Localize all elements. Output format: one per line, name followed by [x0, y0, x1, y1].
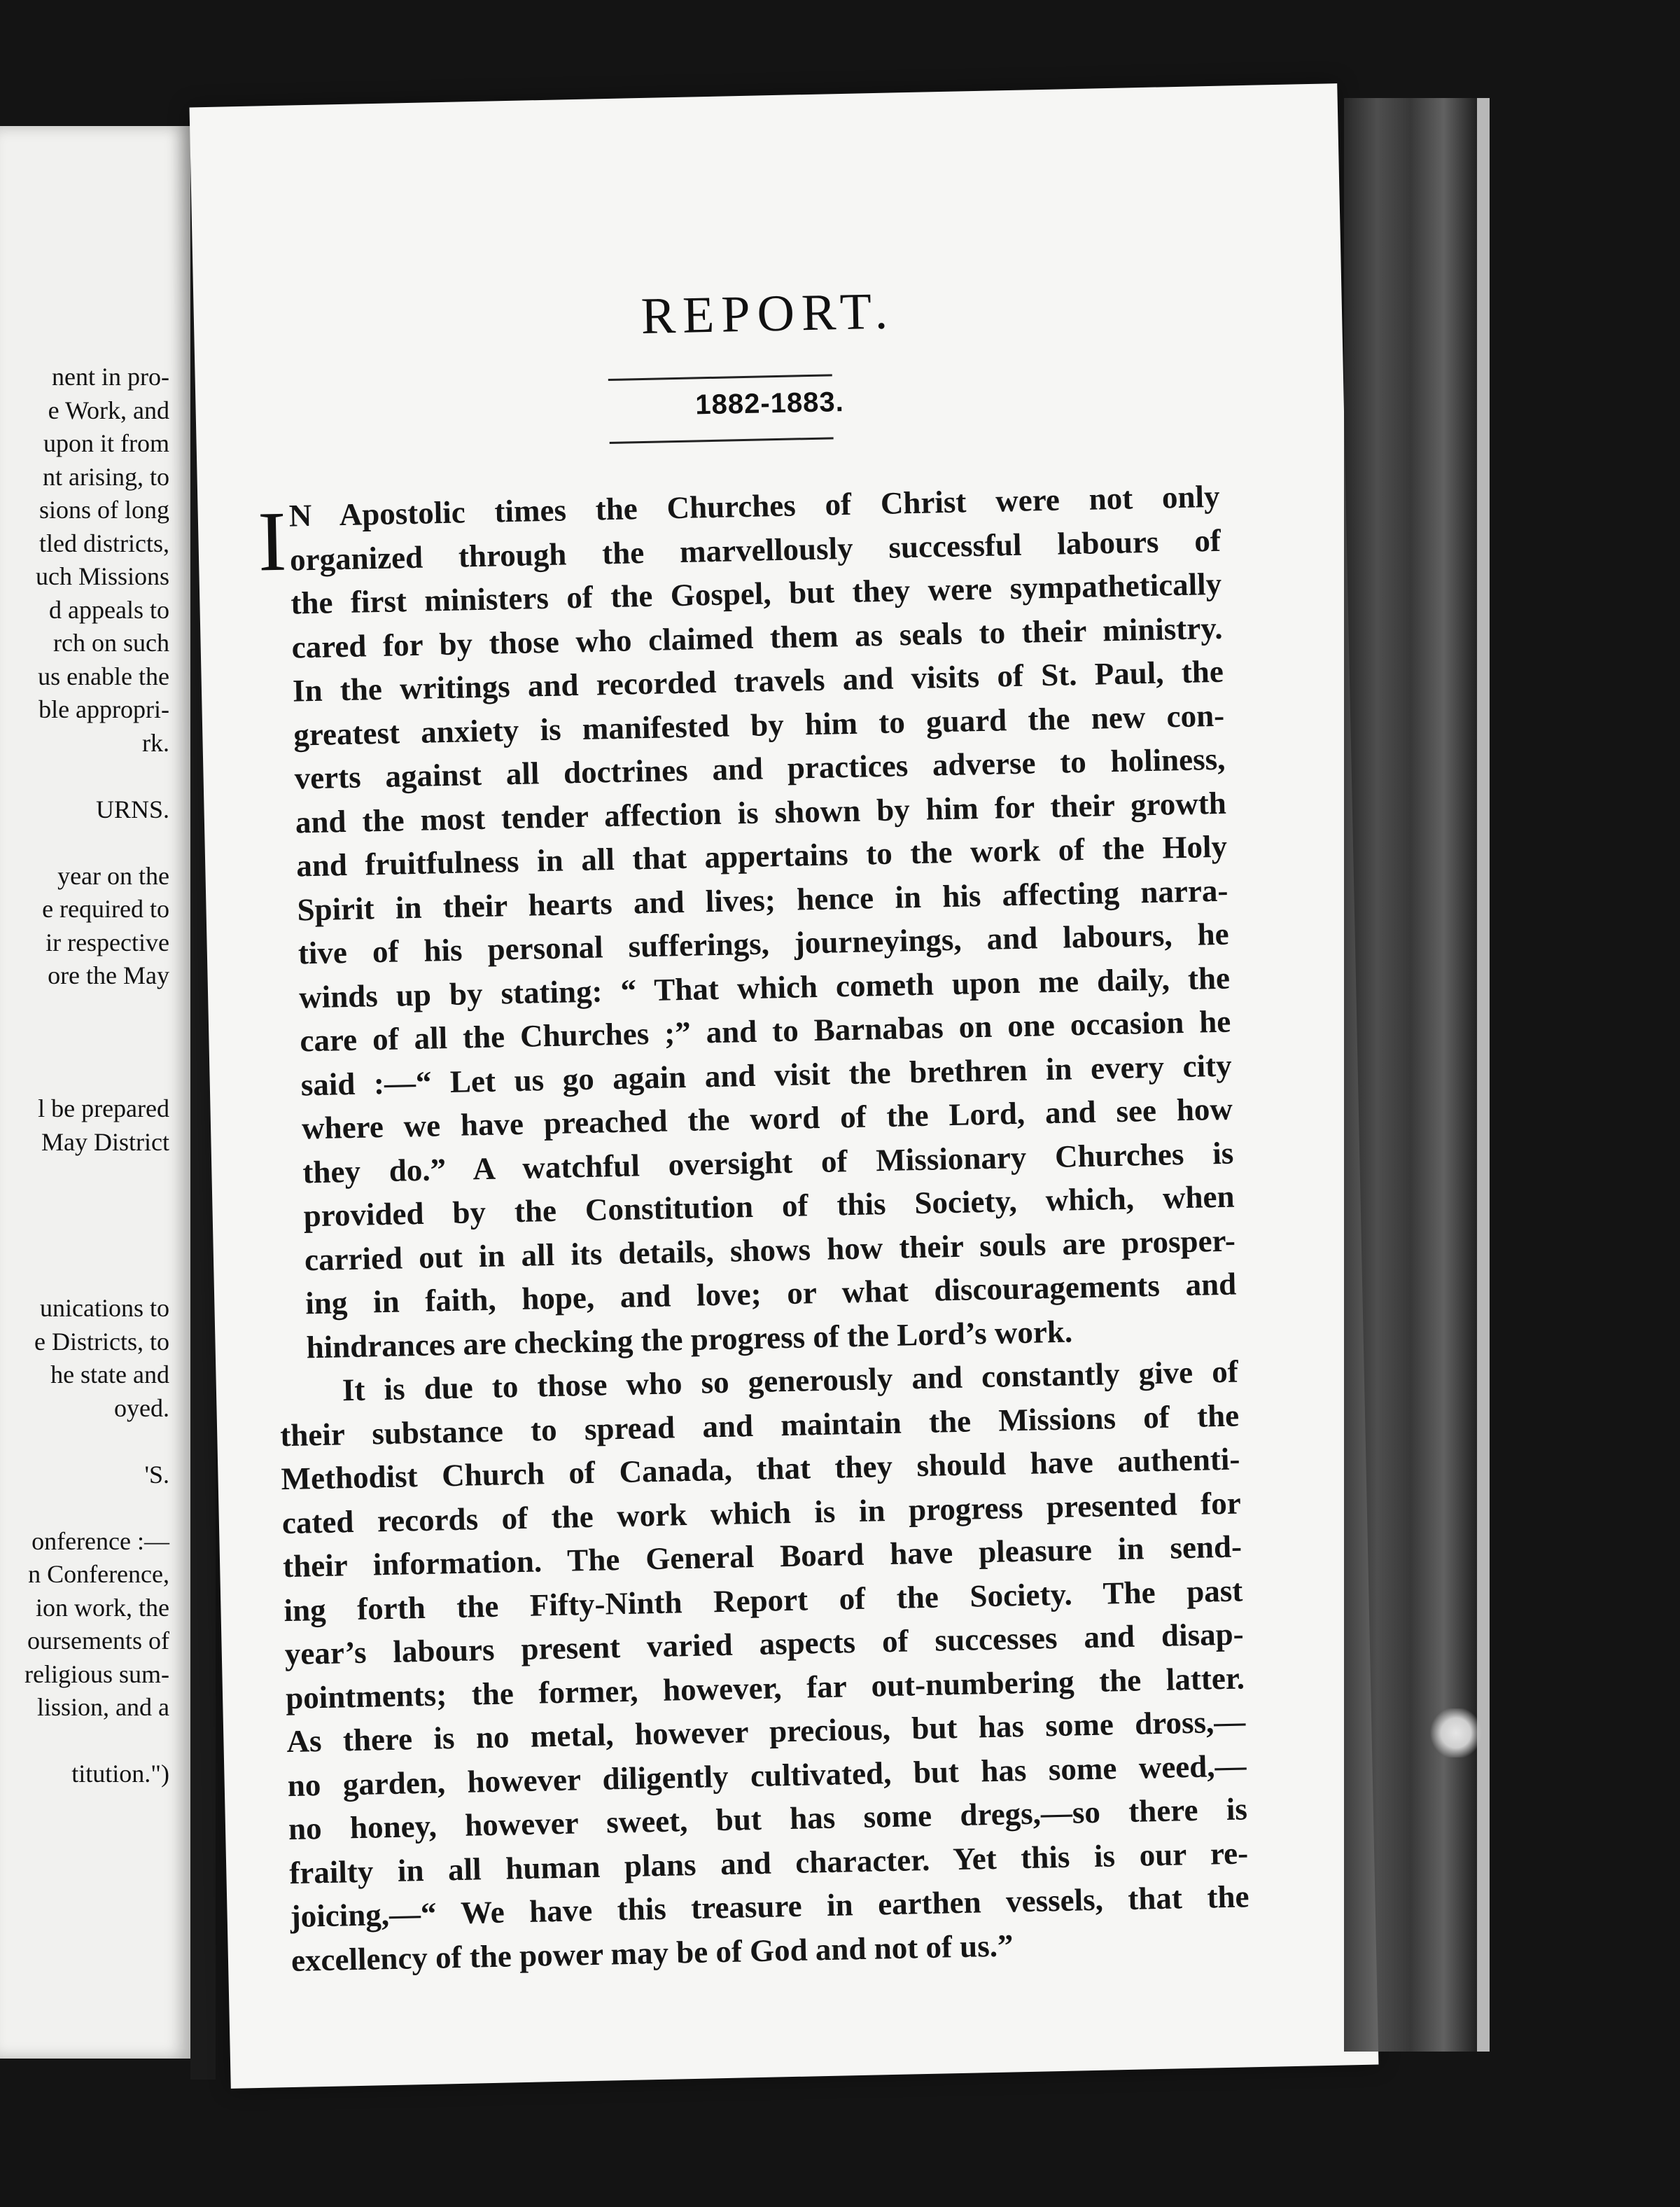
left-page-line: unications to	[40, 1294, 169, 1322]
left-page-line	[0, 1259, 169, 1293]
text-line: the first ministers of the Gospel, but they were sympathetically	[290, 566, 1222, 621]
left-page-line: oursements of	[27, 1627, 169, 1655]
left-page-line: onference :—	[31, 1526, 169, 1555]
text-line: It is due to those who so generously and constantly give of	[342, 1353, 1239, 1408]
left-page-line: upon it from	[43, 429, 169, 457]
left-page-line: us enable the	[38, 662, 169, 690]
text-line: where we have preached the word of the Lord, and see how	[301, 1091, 1233, 1146]
text-line: provided by the Constitution of this Society, which, when	[303, 1178, 1235, 1234]
text-line: excellency of the power may be of God and not of us.”	[290, 1927, 1014, 1978]
left-page-line: lission, and a	[37, 1693, 169, 1721]
text-line: cated records of the work which is in progress presented for	[281, 1484, 1242, 1540]
text-line: their substance to spread and maintain the Missions of the	[279, 1397, 1240, 1453]
film-speck	[1428, 1708, 1484, 1757]
text-line: carried out in all its details, shows how their souls are prosper-	[304, 1223, 1236, 1277]
left-page-line: tled districts,	[39, 529, 169, 557]
left-page-line: May District	[41, 1127, 169, 1156]
text-line: N Apostolic times the Churches of Christ were not only	[288, 478, 1221, 534]
text-line: ing in faith, hope, and love; or what discouragements and	[304, 1266, 1237, 1321]
left-page-line	[0, 1491, 169, 1525]
text-line: care of all the Churches ;” and to Barnabas on one occasion he	[299, 1003, 1231, 1059]
text-line: winds up by stating: “ That which cometh upon me daily, the	[298, 960, 1231, 1015]
text-line: hindrances are checking the progress of the Lord’s work.	[306, 1313, 1073, 1365]
text-line: In the writings and recorded travels and visits of St. Paul, the	[292, 653, 1224, 709]
left-page-line: ion work, the	[36, 1593, 169, 1622]
text-line: greatest anxiety is manifested by him to guard the new con-	[293, 697, 1225, 753]
left-page-line	[0, 1026, 169, 1059]
left-page-line: n Conference,	[28, 1560, 169, 1588]
text-line: tive of his personal sufferings, journeyings, and labours, he	[298, 916, 1230, 971]
paragraph-1	[260, 475, 1238, 1370]
main-page	[190, 83, 1379, 2089]
left-page-line	[0, 1159, 169, 1192]
left-page-line: e Work, and	[48, 396, 169, 424]
text-line: frailty in all human plans and character. Yet this is our re-	[288, 1834, 1249, 1891]
text-line: and fruitfulness in all that appertains to the work of the Holy	[295, 828, 1228, 884]
left-page-line	[0, 1192, 169, 1226]
left-page-line: sions of long	[38, 496, 169, 524]
left-page-line: d appeals to	[49, 595, 169, 624]
left-page-line: 'S.	[144, 1460, 169, 1489]
left-page-line: l be prepared	[38, 1094, 169, 1122]
left-page-line: uch Missions	[35, 562, 169, 590]
text-line: and the most tender affection is shown by him for their growth	[295, 785, 1227, 840]
text-line: year’s labours present varied aspects of successes and disap-	[284, 1616, 1245, 1672]
text-line: no honey, however sweet, but has some dregs,—so there is	[288, 1791, 1248, 1847]
left-page-line	[0, 1425, 169, 1458]
text-line: joicing,—“ We have this treasure in earthen vessels, that the	[290, 1879, 1250, 1935]
text-line: As there is no metal, however precious, but has some dross,—	[286, 1704, 1246, 1760]
left-page-line	[0, 1725, 169, 1758]
left-page-line: ore the May	[48, 961, 169, 989]
text-line: Spirit in their hearts and lives; hence in his affecting narra-	[297, 872, 1228, 928]
text-line: cared for by those who claimed them as seals to their ministry.	[291, 610, 1223, 665]
left-page-line: oyed.	[114, 1393, 169, 1422]
left-page-line: e Districts, to	[34, 1327, 169, 1356]
binding-strip	[1477, 98, 1490, 2052]
left-page-line: ir respective	[46, 928, 169, 956]
text-line: verts against all doctrines and practices adverse to holiness,	[294, 741, 1226, 796]
text-line: organized through the marvellously successful labours of	[289, 522, 1222, 578]
left-page-line	[0, 993, 169, 1026]
book-binding-edge	[1344, 98, 1477, 2052]
text-line: no garden, however diligently cultivated, but has some weed,—	[287, 1747, 1247, 1803]
left-page-line: religious sum-	[24, 1659, 169, 1688]
text-line: their information. The General Board have pleasure in send-	[282, 1529, 1242, 1585]
left-page-text	[0, 361, 169, 1791]
title-rule-bottom	[610, 437, 834, 444]
left-page-line: year on the	[57, 861, 169, 890]
left-page	[0, 126, 190, 2059]
left-page-line: rch on such	[53, 629, 169, 657]
left-page-line	[0, 826, 169, 860]
left-page-line: rk.	[142, 728, 169, 757]
page-title: REPORT.	[640, 282, 895, 346]
left-page-line: nt arising, to	[43, 462, 169, 491]
left-page-line	[0, 760, 169, 793]
paragraph-2	[279, 1350, 1250, 1982]
title-rule-top	[608, 374, 832, 381]
report-body	[257, 475, 1250, 1982]
drop-cap: I	[257, 494, 288, 590]
left-page-line: titution.")	[71, 1760, 169, 1788]
left-page-line: e required to	[42, 895, 169, 923]
left-page-line: nent in pro-	[52, 363, 169, 391]
text-line: Methodist Church of Canada, that they should have authenti-	[281, 1441, 1240, 1497]
text-line: they do.” A watchful oversight of Missionary Churches is	[302, 1135, 1234, 1190]
left-page-line: URNS.	[95, 795, 169, 823]
text-line: said :—“ Let us go again and visit the brethren in every city	[300, 1047, 1233, 1102]
text-line: ing forth the Fifty-Ninth Report of the Society. The past	[283, 1572, 1243, 1628]
text-line: pointments; the former, however, far out-numbering the latter.	[285, 1659, 1245, 1715]
left-page-line	[0, 1059, 169, 1093]
left-page-line: he state and	[50, 1360, 169, 1388]
left-page-line: ble appropri-	[38, 695, 169, 723]
left-page-line	[0, 1225, 169, 1259]
report-year: 1882-1883.	[694, 386, 845, 421]
